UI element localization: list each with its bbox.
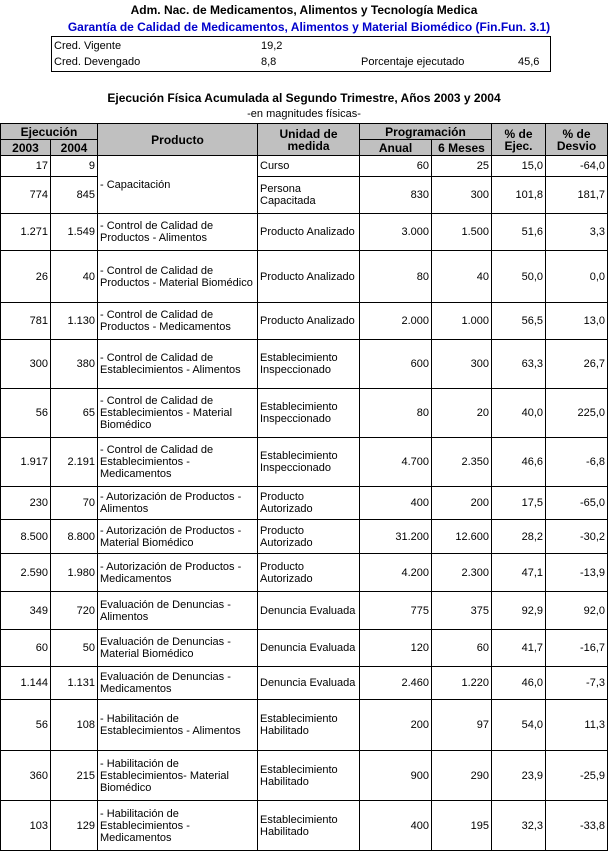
table-row <box>1 438 608 487</box>
cell-pct-ejec: 54,0 <box>492 700 546 751</box>
cell-6-meses: 12.600 <box>432 520 492 554</box>
cell-anual: 3.000 <box>360 214 432 251</box>
cell-6-meses: 200 <box>432 487 492 520</box>
porcentaje-label: Porcentaje ejecutado <box>361 56 465 68</box>
cell-unidad: Producto Autorizado <box>258 520 360 554</box>
cell-anual: 400 <box>360 487 432 520</box>
cell-2003: 1.917 <box>1 438 51 487</box>
cell-2003: 60 <box>1 630 51 667</box>
cell-producto: - Habilitación de Establecimientos - Alimentos <box>98 700 258 751</box>
cell-pct-desvio: -16,7 <box>546 630 608 667</box>
cell-pct-desvio: 0,0 <box>546 251 608 303</box>
cell-pct-desvio: 92,0 <box>546 592 608 630</box>
header-ejecucion: Ejecución <box>1 124 98 140</box>
header-producto: Producto <box>98 124 258 156</box>
cell-unidad: Producto Analizado <box>258 303 360 340</box>
cell-unidad: Establecimiento Habilitado <box>258 751 360 801</box>
cell-pct-ejec: 47,1 <box>492 554 546 592</box>
cell-producto: - Control de Calidad de Establecimientos - Alimentos <box>98 340 258 389</box>
table-row <box>1 487 608 520</box>
header-2003: 2003 <box>1 140 51 156</box>
cell-producto: - Control de Calidad de Productos - Alimentos <box>98 214 258 251</box>
cell-anual: 600 <box>360 340 432 389</box>
cell-pct-ejec: 51,6 <box>492 214 546 251</box>
table-row <box>1 389 608 438</box>
cell-2003: 230 <box>1 487 51 520</box>
cell-6-meses: 300 <box>432 340 492 389</box>
cell-6-meses: 290 <box>432 751 492 801</box>
section-title: Ejecución Física Acumulada al Segundo Trimestre, Años 2003 y 2004 <box>107 91 501 105</box>
cell-6-meses: 60 <box>432 630 492 667</box>
cell-2004: 1.980 <box>51 554 98 592</box>
cell-6-meses: 2.350 <box>432 438 492 487</box>
cell-producto: Evaluación de Denuncias - Medicamentos <box>98 667 258 700</box>
cell-2004: 50 <box>51 630 98 667</box>
cell-2003: 8.500 <box>1 520 51 554</box>
cell-producto: - Control de Calidad de Establecimientos - Material Biomédico <box>98 389 258 438</box>
cell-2004: 9 <box>51 156 98 177</box>
cell-pct-ejec: 40,0 <box>492 389 546 438</box>
cell-anual: 775 <box>360 592 432 630</box>
cell-6-meses: 97 <box>432 700 492 751</box>
cell-2004: 8.800 <box>51 520 98 554</box>
cell-2004: 65 <box>51 389 98 438</box>
credit-devengado-label: Cred. Devengado <box>54 56 141 68</box>
cell-unidad: Producto Analizado <box>258 214 360 251</box>
cell-anual: 400 <box>360 801 432 851</box>
cell-anual: 60 <box>360 156 432 177</box>
cell-unidad: Denuncia Evaluada <box>258 667 360 700</box>
cell-pct-desvio: 225,0 <box>546 389 608 438</box>
cell-pct-desvio: 13,0 <box>546 303 608 340</box>
cell-unidad: Establecimiento Habilitado <box>258 801 360 851</box>
cell-2003: 781 <box>1 303 51 340</box>
cell-producto: - Habilitación de Establecimientos - Medicamentos <box>98 801 258 851</box>
cell-2003: 1.144 <box>1 667 51 700</box>
credit-vigente-value: 19,2 <box>261 40 283 52</box>
cell-pct-desvio: -64,0 <box>546 156 608 177</box>
cell-pct-ejec: 28,2 <box>492 520 546 554</box>
cell-2003: 300 <box>1 340 51 389</box>
cell-anual: 2.000 <box>360 303 432 340</box>
cell-producto: Evaluación de Denuncias - Material Biomédico <box>98 630 258 667</box>
credits-box <box>51 36 551 72</box>
report-subtitle: Garantía de Calidad de Medicamentos, Alimentos y Material Biomédico (Fin.Fun. 3.1) <box>67 20 551 34</box>
cell-6-meses: 300 <box>432 177 492 214</box>
cell-2004: 1.130 <box>51 303 98 340</box>
cell-unidad: Curso <box>258 156 360 177</box>
table-row <box>1 592 608 630</box>
cell-2003: 349 <box>1 592 51 630</box>
table-row <box>1 751 608 801</box>
cell-producto: - Control de Calidad de Establecimientos - Medicamentos <box>98 438 258 487</box>
cell-producto: - Habilitación de Establecimientos- Material Biomédico <box>98 751 258 801</box>
cell-2004: 40 <box>51 251 98 303</box>
cell-2003: 1.271 <box>1 214 51 251</box>
cell-2004: 108 <box>51 700 98 751</box>
table-row <box>1 700 608 751</box>
cell-2003: 2.590 <box>1 554 51 592</box>
cell-unidad: Denuncia Evaluada <box>258 630 360 667</box>
cell-pct-ejec: 92,9 <box>492 592 546 630</box>
header-anual: Anual <box>360 140 432 156</box>
cell-unidad: Establecimiento Inspeccionado <box>258 340 360 389</box>
cell-anual: 900 <box>360 751 432 801</box>
table-row <box>1 520 608 554</box>
cell-pct-desvio: -7,3 <box>546 667 608 700</box>
cell-unidad: Producto Analizado <box>258 251 360 303</box>
cell-6-meses: 1.500 <box>432 214 492 251</box>
cell-2004: 70 <box>51 487 98 520</box>
cell-unidad: Establecimiento Inspeccionado <box>258 438 360 487</box>
table-row <box>1 801 608 851</box>
header-pct-desvio: % de Desvio <box>546 124 608 156</box>
cell-anual: 4.700 <box>360 438 432 487</box>
cell-2003: 56 <box>1 389 51 438</box>
cell-pct-ejec: 23,9 <box>492 751 546 801</box>
cell-producto: - Autorización de Productos - Alimentos <box>98 487 258 520</box>
cell-pct-ejec: 32,3 <box>492 801 546 851</box>
cell-2004: 2.191 <box>51 438 98 487</box>
table-row <box>1 214 608 251</box>
table-row <box>1 667 608 700</box>
table-row <box>1 251 608 303</box>
table-row <box>1 303 608 340</box>
cell-2003: 103 <box>1 801 51 851</box>
cell-6-meses: 375 <box>432 592 492 630</box>
cell-6-meses: 195 <box>432 801 492 851</box>
credit-vigente-label: Cred. Vigente <box>54 40 122 52</box>
cell-pct-desvio: 26,7 <box>546 340 608 389</box>
header-unidad: Unidad de medida <box>258 124 360 156</box>
cell-pct-ejec: 46,6 <box>492 438 546 487</box>
cell-2003: 17 <box>1 156 51 177</box>
cell-pct-desvio: -6,8 <box>546 438 608 487</box>
table-row <box>1 340 608 389</box>
cell-anual: 31.200 <box>360 520 432 554</box>
execution-table <box>0 123 608 851</box>
cell-producto: - Control de Calidad de Productos - Material Biomédico <box>98 251 258 303</box>
cell-producto: - Capacitación <box>98 156 258 214</box>
cell-unidad: Denuncia Evaluada <box>258 592 360 630</box>
cell-pct-ejec: 46,0 <box>492 667 546 700</box>
table-row <box>1 630 608 667</box>
cell-6-meses: 25 <box>432 156 492 177</box>
cell-pct-ejec: 17,5 <box>492 487 546 520</box>
cell-2004: 1.131 <box>51 667 98 700</box>
cell-pct-desvio: -30,2 <box>546 520 608 554</box>
cell-pct-ejec: 101,8 <box>492 177 546 214</box>
cell-anual: 80 <box>360 251 432 303</box>
cell-2004: 720 <box>51 592 98 630</box>
cell-2004: 380 <box>51 340 98 389</box>
cell-pct-ejec: 41,7 <box>492 630 546 667</box>
cell-2003: 774 <box>1 177 51 214</box>
cell-6-meses: 20 <box>432 389 492 438</box>
cell-pct-desvio: -13,9 <box>546 554 608 592</box>
cell-pct-ejec: 15,0 <box>492 156 546 177</box>
cell-pct-ejec: 50,0 <box>492 251 546 303</box>
cell-pct-desvio: -33,8 <box>546 801 608 851</box>
cell-unidad: Establecimiento Inspeccionado <box>258 389 360 438</box>
header-pct-ejec: % de Ejec. <box>492 124 546 156</box>
cell-pct-desvio: 11,3 <box>546 700 608 751</box>
cell-producto: - Control de Calidad de Productos - Medicamentos <box>98 303 258 340</box>
report-title: Adm. Nac. de Medicamentos, Alimentos y Tecnología Medica <box>130 3 478 17</box>
cell-unidad: Producto Autorizado <box>258 487 360 520</box>
cell-6-meses: 1.220 <box>432 667 492 700</box>
cell-producto: - Autorización de Productos - Material Biomédico <box>98 520 258 554</box>
cell-unidad: Persona Capacitada <box>258 177 360 214</box>
header-6-meses: 6 Meses <box>432 140 492 156</box>
cell-6-meses: 2.300 <box>432 554 492 592</box>
cell-producto: Evaluación de Denuncias - Alimentos <box>98 592 258 630</box>
table-row <box>1 156 608 177</box>
cell-pct-desvio: 3,3 <box>546 214 608 251</box>
header-programacion: Programación <box>360 124 492 140</box>
cell-2004: 129 <box>51 801 98 851</box>
cell-anual: 830 <box>360 177 432 214</box>
cell-pct-desvio: -25,9 <box>546 751 608 801</box>
cell-anual: 120 <box>360 630 432 667</box>
cell-2003: 26 <box>1 251 51 303</box>
cell-2004: 1.549 <box>51 214 98 251</box>
cell-pct-ejec: 56,5 <box>492 303 546 340</box>
cell-6-meses: 1.000 <box>432 303 492 340</box>
header-2004: 2004 <box>51 140 98 156</box>
cell-anual: 2.460 <box>360 667 432 700</box>
cell-2004: 845 <box>51 177 98 214</box>
cell-unidad: Producto Autorizado <box>258 554 360 592</box>
cell-unidad: Establecimiento Habilitado <box>258 700 360 751</box>
porcentaje-value: 45,6 <box>518 56 540 68</box>
cell-2003: 360 <box>1 751 51 801</box>
table-body <box>1 156 608 851</box>
cell-pct-desvio: 181,7 <box>546 177 608 214</box>
cell-anual: 80 <box>360 389 432 438</box>
cell-producto: - Autorización de Productos - Medicamentos <box>98 554 258 592</box>
cell-anual: 4.200 <box>360 554 432 592</box>
cell-2003: 56 <box>1 700 51 751</box>
credit-devengado-value: 8,8 <box>261 56 277 68</box>
cell-pct-ejec: 63,3 <box>492 340 546 389</box>
cell-6-meses: 40 <box>432 251 492 303</box>
cell-2004: 215 <box>51 751 98 801</box>
table-row <box>1 554 608 592</box>
cell-anual: 200 <box>360 700 432 751</box>
table-row <box>1 177 608 214</box>
section-subtitle: -en magnitudes físicas- <box>247 108 361 120</box>
cell-pct-desvio: -65,0 <box>546 487 608 520</box>
